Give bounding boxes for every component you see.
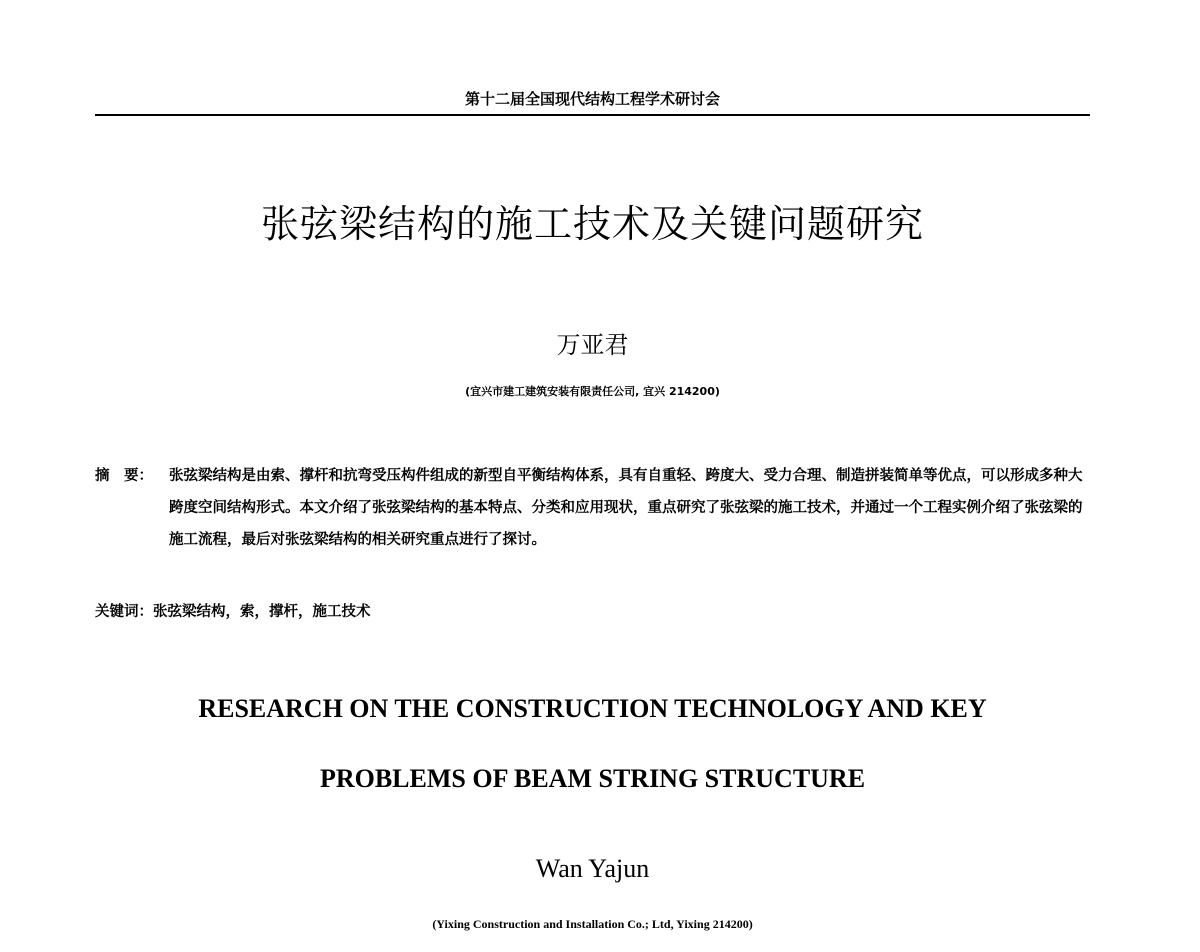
keywords-text: 张弦梁结构，索，撑杆，施工技术 [153,604,371,620]
author-name-en: Wan Yajun [535,854,650,883]
conference-header: 第十二届全国现代结构工程学术研讨会 [464,90,720,108]
author-name-cn: 万亚君 [556,331,629,359]
paper-title-cn: 张弦梁结构的施工技术及关键问题研究 [260,202,924,246]
abstract-label: 摘 要： [95,468,153,484]
paper-title-en-line2: PROBLEMS OF BEAM STRING STRUCTURE [319,764,866,793]
abstract-text: 张弦梁结构是由索、撑杆和抗弯受压构件组成的新型自平衡结构体系，具有自重轻、跨度大、受力合理、制造拼装简单等优点，可以形成多种大跨度空间结构形式。本文介绍了张弦梁结构的基本特点、分类和应用现状，重点研究了张弦梁的施工技术，并通过一个工程实例介绍了张弦梁的施工流程，最后对张弦梁结构的相关研究重点进行了探讨。 [169,468,1083,548]
keywords-label: 关键词： [95,604,153,620]
header-rule [95,114,1090,116]
paper-title-en [95,674,1090,814]
abstract-section [95,460,1095,556]
author-affiliation-cn: (宜兴市建工建筑安装有限责任公司, 宜兴 214200) [465,385,720,398]
keywords-section [95,600,1095,624]
paper-title-en-line1: RESEARCH ON THE CONSTRUCTION TECHNOLOGY AND KEY [198,694,987,723]
author-affiliation-en: (Yixing Construction and Installation Co.; Ltd, Yixing 214200) [432,917,753,931]
